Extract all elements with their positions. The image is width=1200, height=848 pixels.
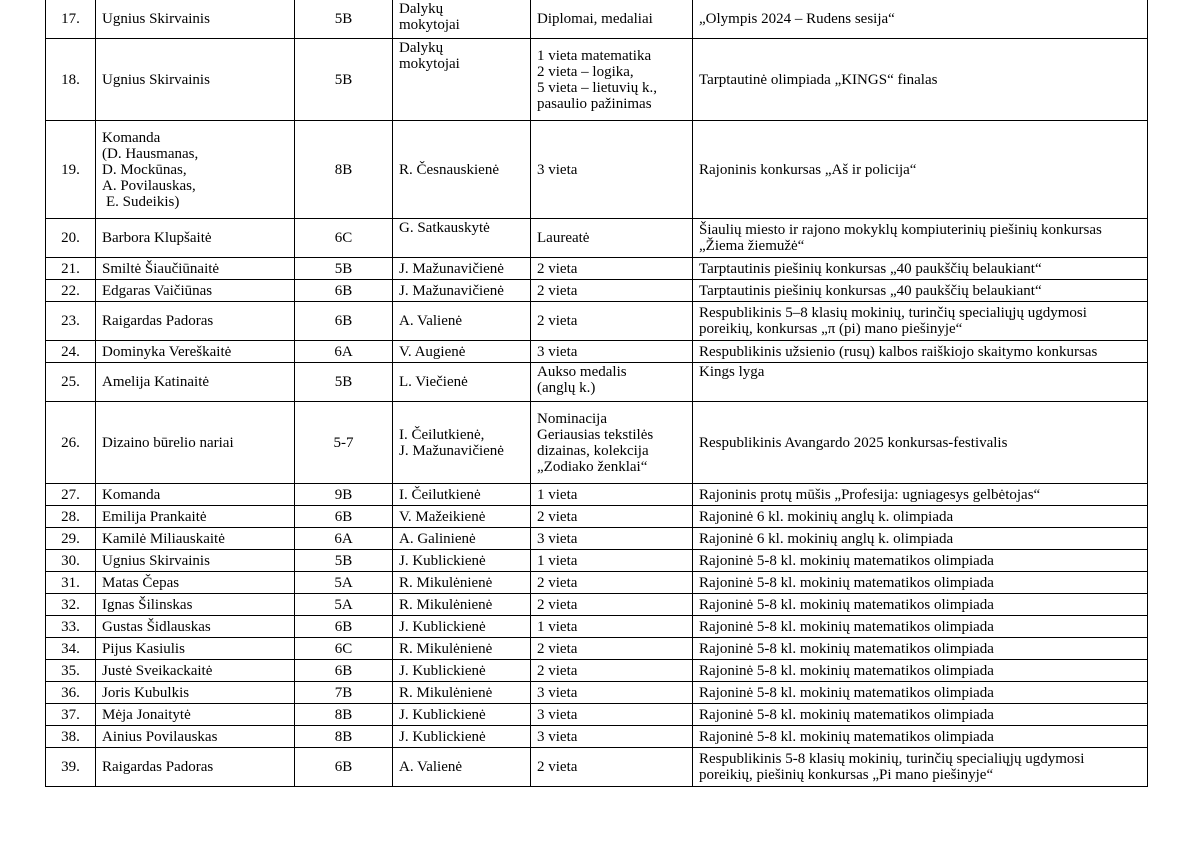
table-row (46, 341, 1148, 363)
event-cell-line: Rajoninė 5-8 kl. mokinių matematikos olimpiada (699, 618, 994, 635)
table-row (46, 748, 1148, 787)
row-number: 38. (46, 726, 96, 748)
result-cell (531, 748, 693, 787)
student-name-line: Edgaras Vaičiūnas (102, 282, 213, 299)
class-cell: 5A (295, 594, 393, 616)
result-cell (531, 121, 693, 219)
event-cell-line: poreikių, piešinių konkursas „Pi mano piešinyje“ (699, 767, 994, 783)
result-cell-line: 2 vieta (537, 596, 578, 613)
student-name (96, 550, 295, 572)
teacher-cell-line: A. Valienė (399, 313, 463, 329)
student-name-line: Dominyka Vereškaitė (102, 343, 232, 360)
class-cell: 6C (295, 219, 393, 258)
student-name-line: Gustas Šidlauskas (102, 618, 211, 635)
teacher-cell-line: R. Česnauskienė (399, 161, 499, 178)
teacher-cell-line: A. Valienė (399, 759, 463, 775)
result-cell (531, 616, 693, 638)
class-cell: 6B (295, 302, 393, 341)
result-cell-line: 3 vieta (537, 706, 578, 723)
event-cell (693, 402, 1148, 484)
event-cell-line: Rajoninė 6 kl. mokinių anglų k. olimpiada (699, 508, 954, 525)
result-cell-line: Diplomai, medaliai (537, 11, 653, 27)
row-number: 23. (46, 302, 96, 341)
event-cell-line: poreikių, konkursas „π (pi) mano piešinyje“ (699, 321, 963, 337)
result-cell (531, 258, 693, 280)
event-cell-line: Respublikinis užsienio (rusų) kalbos raiškiojo skaitymo konkursas (699, 343, 1098, 360)
table-row (46, 594, 1148, 616)
teacher-cell-line: R. Mikulėnienė (399, 684, 493, 701)
event-cell (693, 682, 1148, 704)
result-cell (531, 0, 693, 39)
teacher-cell (393, 748, 531, 787)
event-cell (693, 594, 1148, 616)
student-name-line: Joris Kubulkis (102, 684, 190, 701)
result-cell-line: 2 vieta (537, 313, 578, 329)
table-row (46, 363, 1148, 402)
event-cell (693, 219, 1148, 258)
teacher-cell (393, 660, 531, 682)
class-cell: 6C (295, 638, 393, 660)
event-cell-line: Tarptautinis piešinių konkursas „40 paukščių belaukiant“ (699, 282, 1042, 299)
teacher-cell-line: Dalykų (399, 1, 444, 17)
event-cell (693, 341, 1148, 363)
student-name-line: Dizaino būrelio nariai (102, 434, 234, 451)
student-name (96, 219, 295, 258)
result-cell-line: 3 vieta (537, 728, 578, 745)
student-name-line: Ignas Šilinskas (102, 596, 193, 613)
result-cell (531, 726, 693, 748)
result-cell-line: 2 vieta (537, 640, 578, 657)
table-row (46, 280, 1148, 302)
event-cell (693, 506, 1148, 528)
row-number: 39. (46, 748, 96, 787)
class-cell: 8B (295, 121, 393, 219)
class-cell: 5B (295, 363, 393, 402)
teacher-cell (393, 341, 531, 363)
event-cell (693, 484, 1148, 506)
class-cell: 8B (295, 726, 393, 748)
result-cell (531, 341, 693, 363)
result-cell-line: 5 vieta – lietuvių k., (537, 79, 657, 96)
table-row (46, 616, 1148, 638)
teacher-cell-line: R. Mikulėnienė (399, 596, 493, 613)
teacher-cell-line: J. Kublickienė (399, 728, 486, 745)
teacher-cell-line: A. Galinienė (399, 530, 476, 547)
class-cell: 6B (295, 280, 393, 302)
result-cell-line: „Zodiako ženklai“ (537, 458, 648, 475)
event-cell (693, 0, 1148, 39)
event-cell-line: „Olympis 2024 – Rudens sesija“ (699, 11, 895, 27)
result-cell-line: 2 vieta (537, 282, 578, 299)
result-cell-line: Laureatė (537, 230, 590, 246)
teacher-cell (393, 704, 531, 726)
result-cell-line: 3 vieta (537, 343, 578, 360)
row-number: 21. (46, 258, 96, 280)
student-name (96, 341, 295, 363)
row-number: 36. (46, 682, 96, 704)
event-cell-line: Respublikinis 5-8 klasių mokinių, turinčių specialiųjų ugdymosi (699, 751, 1085, 767)
result-cell-line: 1 vieta matematika (537, 47, 652, 64)
result-cell-line: Nominacija (537, 410, 607, 427)
student-name-line: Matas Čepas (102, 574, 180, 591)
student-name (96, 363, 295, 402)
teacher-cell (393, 506, 531, 528)
table-row (46, 302, 1148, 341)
row-number: 22. (46, 280, 96, 302)
results-table-body (46, 0, 1148, 787)
teacher-cell-line: L. Viečienė (399, 374, 468, 390)
student-name (96, 121, 295, 219)
teacher-cell-line: J. Mažunavičienė (399, 442, 504, 459)
class-cell: 9B (295, 484, 393, 506)
table-row (46, 39, 1148, 121)
teacher-cell-line: I. Čeilutkienė (399, 486, 481, 503)
class-cell: 5B (295, 0, 393, 39)
teacher-cell-line: mokytojai (399, 56, 460, 72)
event-cell (693, 572, 1148, 594)
class-cell: 6A (295, 528, 393, 550)
student-name (96, 258, 295, 280)
event-cell-line: Rajoninė 5-8 kl. mokinių matematikos olimpiada (699, 728, 994, 745)
student-name (96, 638, 295, 660)
table-row (46, 528, 1148, 550)
event-cell-line: Respublikinis Avangardo 2025 konkursas-festivalis (699, 434, 1008, 451)
result-cell (531, 280, 693, 302)
teacher-cell-line: R. Mikulėnienė (399, 640, 493, 657)
student-name (96, 726, 295, 748)
class-cell: 6B (295, 748, 393, 787)
student-name-line: Barbora Klupšaitė (102, 230, 212, 246)
event-cell (693, 638, 1148, 660)
teacher-cell (393, 258, 531, 280)
student-name-line: Kamilė Miliauskaitė (102, 530, 225, 547)
teacher-cell (393, 726, 531, 748)
event-cell (693, 704, 1148, 726)
table-row (46, 572, 1148, 594)
row-number: 37. (46, 704, 96, 726)
student-name-line: Mėja Jonaitytė (102, 706, 191, 723)
row-number: 35. (46, 660, 96, 682)
event-cell-line: Tarptautinė olimpiada „KINGS“ finalas (699, 71, 938, 88)
teacher-cell (393, 528, 531, 550)
teacher-cell-line: J. Mažunavičienė (399, 260, 504, 277)
table-row (46, 660, 1148, 682)
row-number: 24. (46, 341, 96, 363)
event-cell-line: Kings lyga (699, 364, 765, 380)
event-cell-line: Respublikinis 5–8 klasių mokinių, turinčių specialiųjų ugdymosi (699, 305, 1087, 321)
student-name-line: Komanda (102, 129, 161, 146)
result-cell (531, 682, 693, 704)
event-cell-line: Rajoninė 5-8 kl. mokinių matematikos olimpiada (699, 596, 994, 613)
table-row (46, 402, 1148, 484)
event-cell-line: Rajoninė 5-8 kl. mokinių matematikos olimpiada (699, 574, 994, 591)
teacher-cell (393, 682, 531, 704)
event-cell-line: Rajoninė 5-8 kl. mokinių matematikos olimpiada (699, 552, 994, 569)
event-cell (693, 550, 1148, 572)
row-number: 27. (46, 484, 96, 506)
teacher-cell (393, 121, 531, 219)
student-name-line: Emilija Prankaitė (102, 508, 207, 525)
class-cell: 7B (295, 682, 393, 704)
result-cell-line: 2 vieta (537, 662, 578, 679)
event-cell (693, 121, 1148, 219)
student-name-line: Raigardas Padoras (102, 759, 214, 775)
row-number: 32. (46, 594, 96, 616)
class-cell: 6A (295, 341, 393, 363)
result-cell-line: 2 vieta (537, 574, 578, 591)
result-cell-line: Geriausias tekstilės (537, 426, 654, 443)
student-name-line: Ugnius Skirvainis (102, 11, 210, 27)
result-cell-line: 2 vieta (537, 260, 578, 277)
student-name-line: Ugnius Skirvainis (102, 552, 210, 569)
result-cell-line: 1 vieta (537, 486, 578, 503)
teacher-cell-line: V. Augienė (399, 343, 466, 360)
teacher-cell-line: J. Kublickienė (399, 662, 486, 679)
teacher-cell-line: G. Satkauskytė (399, 220, 490, 236)
teacher-cell-line: J. Mažunavičienė (399, 282, 504, 299)
event-cell (693, 363, 1148, 402)
results-table (45, 0, 1148, 787)
event-cell-line: Rajoninė 5-8 kl. mokinių matematikos olimpiada (699, 706, 994, 723)
table-row (46, 726, 1148, 748)
student-name (96, 660, 295, 682)
student-name-line: E. Sudeikis) (106, 193, 180, 210)
class-cell: 5A (295, 572, 393, 594)
result-cell (531, 219, 693, 258)
table-row (46, 258, 1148, 280)
result-cell (531, 550, 693, 572)
result-cell (531, 638, 693, 660)
result-cell (531, 363, 693, 402)
student-name (96, 39, 295, 121)
student-name (96, 0, 295, 39)
class-cell: 8B (295, 704, 393, 726)
student-name-line: Ugnius Skirvainis (102, 71, 210, 88)
row-number: 19. (46, 121, 96, 219)
result-cell (531, 528, 693, 550)
result-cell-line: 3 vieta (537, 530, 578, 547)
row-number: 31. (46, 572, 96, 594)
student-name-line: Komanda (102, 486, 161, 503)
row-number: 18. (46, 39, 96, 121)
result-cell (531, 484, 693, 506)
event-cell (693, 660, 1148, 682)
result-cell (531, 704, 693, 726)
result-cell-line: 2 vieta – logika, (537, 63, 634, 80)
class-cell: 5B (295, 258, 393, 280)
table-row (46, 219, 1148, 258)
table-row (46, 484, 1148, 506)
event-cell-line: Rajoninė 5-8 kl. mokinių matematikos olimpiada (699, 684, 994, 701)
student-name-line: Amelija Katinaitė (102, 374, 210, 390)
student-name (96, 616, 295, 638)
student-name (96, 748, 295, 787)
result-cell (531, 572, 693, 594)
table-row (46, 506, 1148, 528)
event-cell-line: Rajoninė 6 kl. mokinių anglų k. olimpiada (699, 530, 954, 547)
event-cell-line: Tarptautinis piešinių konkursas „40 paukščių belaukiant“ (699, 260, 1042, 277)
teacher-cell (393, 0, 531, 39)
row-number: 25. (46, 363, 96, 402)
student-name-line: Pijus Kasiulis (102, 640, 185, 657)
result-cell-line: Aukso medalis (537, 364, 627, 380)
result-cell (531, 39, 693, 121)
teacher-cell-line: J. Kublickienė (399, 552, 486, 569)
teacher-cell (393, 484, 531, 506)
student-name (96, 484, 295, 506)
result-cell (531, 506, 693, 528)
table-row (46, 121, 1148, 219)
student-name-line: (D. Hausmanas, (102, 145, 199, 162)
row-number: 33. (46, 616, 96, 638)
table-row (46, 550, 1148, 572)
teacher-cell (393, 550, 531, 572)
class-cell: 6B (295, 616, 393, 638)
event-cell-line: „Žiema žiemužė“ (699, 238, 805, 254)
result-cell (531, 402, 693, 484)
teacher-cell (393, 219, 531, 258)
result-cell-line: 3 vieta (537, 161, 578, 178)
row-number: 29. (46, 528, 96, 550)
teacher-cell (393, 280, 531, 302)
event-cell-line: Rajoninė 5-8 kl. mokinių matematikos olimpiada (699, 662, 994, 679)
teacher-cell-line: R. Mikulėnienė (399, 574, 493, 591)
teacher-cell-line: J. Kublickienė (399, 706, 486, 723)
teacher-cell (393, 402, 531, 484)
row-number: 17. (46, 0, 96, 39)
event-cell (693, 726, 1148, 748)
student-name (96, 506, 295, 528)
student-name-line: Ainius Povilauskas (102, 728, 218, 745)
result-cell (531, 660, 693, 682)
class-cell: 6B (295, 660, 393, 682)
teacher-cell (393, 572, 531, 594)
table-row (46, 0, 1148, 39)
event-cell-line: Rajoninis protų mūšis „Profesija: ugniagesys gelbėtojas“ (699, 486, 1041, 503)
row-number: 28. (46, 506, 96, 528)
event-cell-line: Rajoninė 5-8 kl. mokinių matematikos olimpiada (699, 640, 994, 657)
student-name (96, 302, 295, 341)
teacher-cell-line: V. Mažeikienė (399, 508, 486, 525)
student-name (96, 572, 295, 594)
result-cell (531, 594, 693, 616)
student-name-line: D. Mockūnas, (102, 161, 187, 178)
event-cell (693, 302, 1148, 341)
table-row (46, 638, 1148, 660)
student-name (96, 594, 295, 616)
teacher-cell (393, 594, 531, 616)
class-cell: 6B (295, 506, 393, 528)
result-cell (531, 302, 693, 341)
result-cell-line: 2 vieta (537, 508, 578, 525)
result-cell-line: pasaulio pažinimas (537, 95, 652, 112)
table-row (46, 704, 1148, 726)
result-cell-line: 2 vieta (537, 759, 578, 775)
row-number: 30. (46, 550, 96, 572)
teacher-cell (393, 616, 531, 638)
student-name (96, 280, 295, 302)
event-cell-line: Rajoninis konkursas „Aš ir policija“ (699, 161, 917, 178)
row-number: 26. (46, 402, 96, 484)
table-row (46, 682, 1148, 704)
result-cell-line: dizainas, kolekcija (537, 442, 649, 459)
student-name (96, 528, 295, 550)
event-cell (693, 616, 1148, 638)
result-cell-line: 1 vieta (537, 552, 578, 569)
result-cell-line: (anglų k.) (537, 380, 596, 396)
teacher-cell-line: Dalykų (399, 40, 444, 56)
student-name-line: Justė Sveikackaitė (102, 662, 213, 679)
class-cell: 5-7 (295, 402, 393, 484)
student-name-line: Raigardas Padoras (102, 313, 214, 329)
result-cell-line: 1 vieta (537, 618, 578, 635)
teacher-cell (393, 363, 531, 402)
teacher-cell (393, 39, 531, 121)
teacher-cell-line: J. Kublickienė (399, 618, 486, 635)
student-name (96, 402, 295, 484)
teacher-cell (393, 302, 531, 341)
teacher-cell-line: I. Čeilutkienė, (399, 426, 485, 443)
event-cell (693, 748, 1148, 787)
row-number: 20. (46, 219, 96, 258)
student-name (96, 682, 295, 704)
class-cell: 5B (295, 39, 393, 121)
event-cell-line: Šiaulių miesto ir rajono mokyklų kompiuterinių piešinių konkursas (699, 222, 1102, 238)
student-name (96, 704, 295, 726)
row-number: 34. (46, 638, 96, 660)
event-cell (693, 258, 1148, 280)
result-cell-line: 3 vieta (537, 684, 578, 701)
teacher-cell (393, 638, 531, 660)
class-cell: 5B (295, 550, 393, 572)
student-name-line: Smiltė Šiaučiūnaitė (102, 260, 220, 277)
event-cell (693, 39, 1148, 121)
teacher-cell-line: mokytojai (399, 17, 460, 33)
event-cell (693, 280, 1148, 302)
event-cell (693, 528, 1148, 550)
student-name-line: A. Povilauskas, (102, 177, 196, 194)
